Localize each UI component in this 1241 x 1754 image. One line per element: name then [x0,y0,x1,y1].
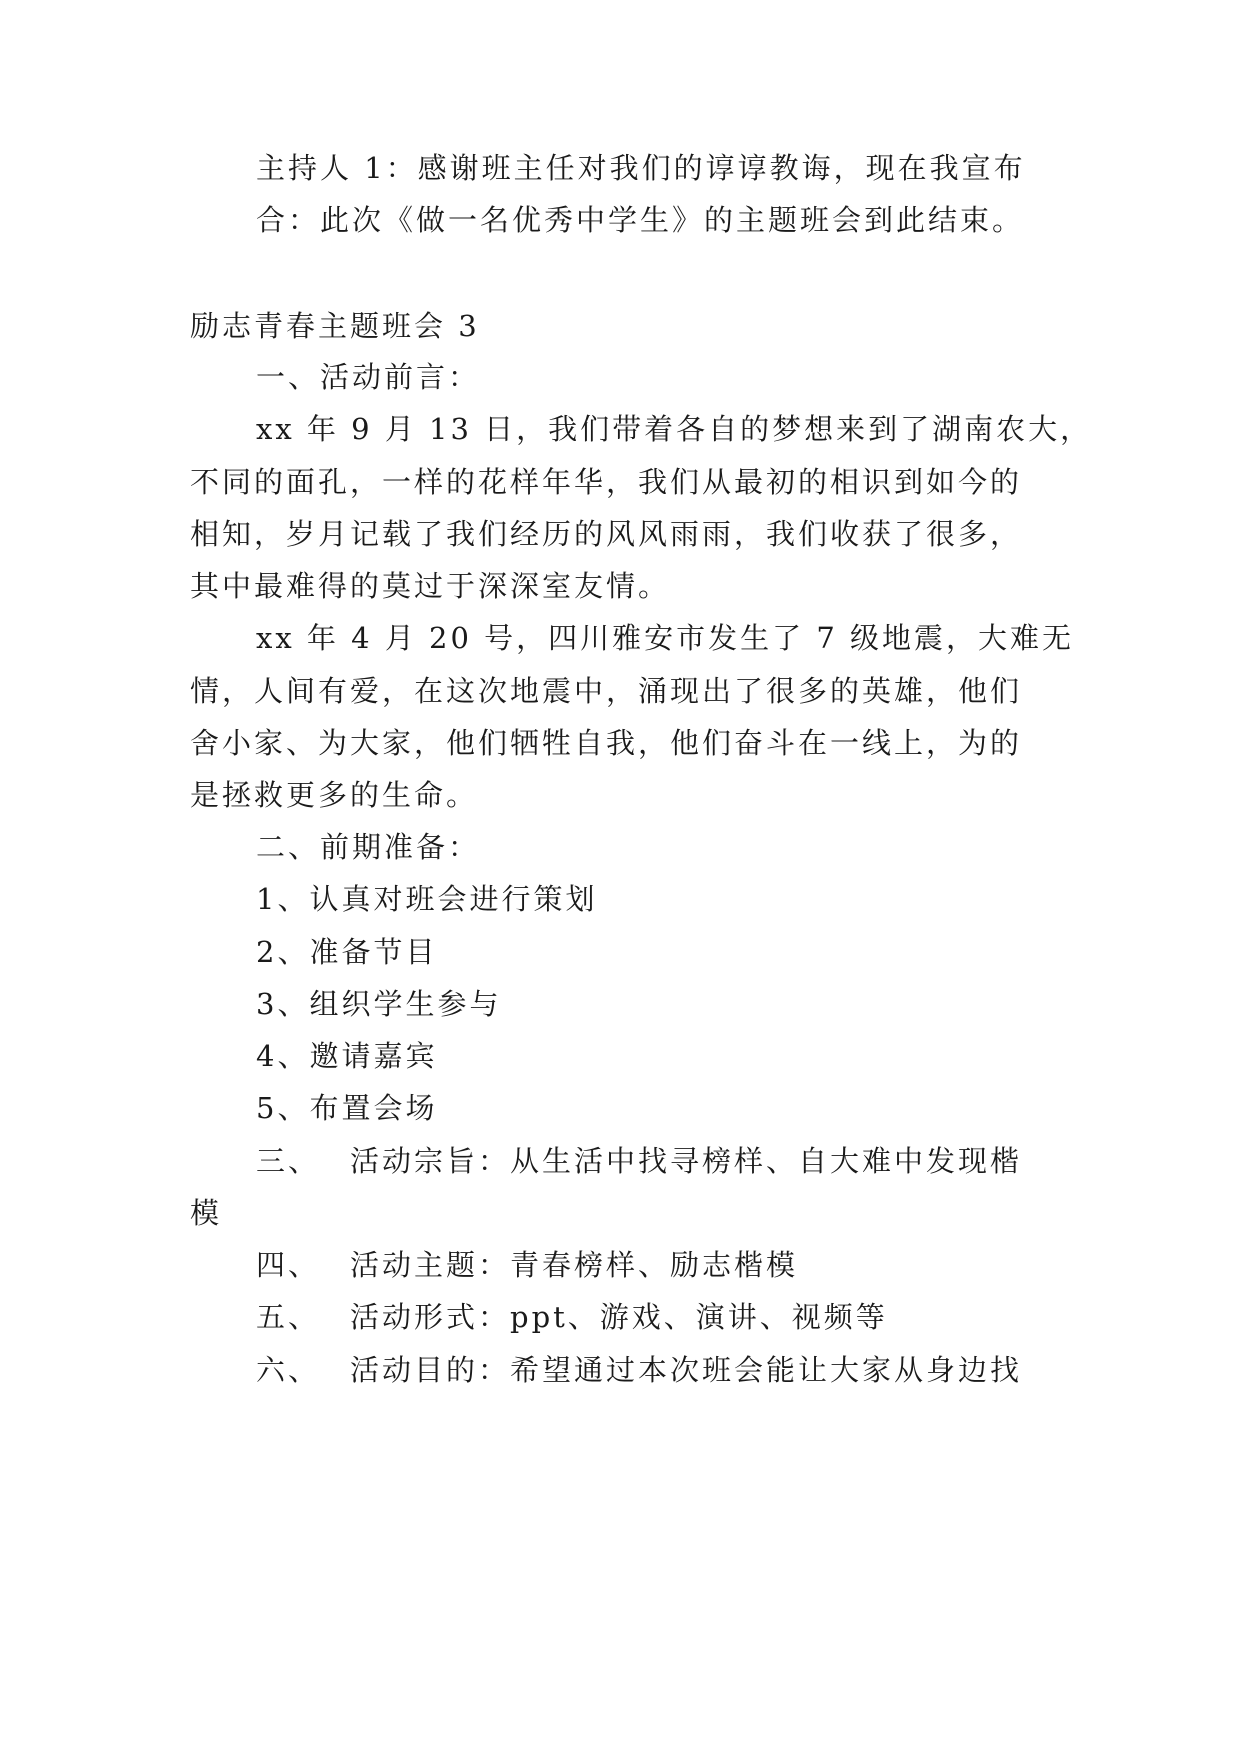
paragraph-line: 不同的面孔，一样的花样年华，我们从最初的相识到如今的 [190,465,1023,499]
section-title: 励志青春主题班会 3 [190,309,480,343]
paragraph-line: 情，人间有爱，在这次地震中，涌现出了很多的英雄，他们 [190,674,1023,708]
paragraph-line: xx 年 9 月 13 日，我们带着各自的梦想来到了湖南农大， [256,412,1093,446]
list-item: 2、准备节目 [256,935,438,969]
item-number: 三、 [256,1144,321,1178]
paragraph-line: xx 年 4 月 20 号，四川雅安市发生了 7 级地震，大难无 [256,621,1075,655]
item-continuation: 模 [190,1196,223,1230]
heading-preparation: 二、前期准备： [256,830,481,864]
closing-line-1: 主持人 1：感谢班主任对我们的谆谆教诲，现在我宣布 [256,151,1026,185]
list-item: 3、组织学生参与 [256,987,502,1021]
item-text: 活动宗旨：从生活中找寻榜样、自大难中发现楷 [350,1144,1023,1178]
list-item: 1、认真对班会进行策划 [256,882,598,916]
item-text: 活动形式：ppt、游戏、演讲、视频等 [350,1300,888,1334]
paragraph-line: 相知，岁月记载了我们经历的风风雨雨，我们收获了很多， [190,517,1023,551]
item-text: 活动目的：希望通过本次班会能让大家从身边找 [350,1353,1023,1387]
paragraph-line: 其中最难得的莫过于深深室友情。 [190,569,671,603]
item-number: 四、 [256,1248,321,1282]
closing-line-2: 合：此次《做一名优秀中学生》的主题班会到此结束。 [256,203,1025,237]
numbered-item [256,1297,888,1337]
item-number: 五、 [256,1300,321,1334]
list-item: 4、邀请嘉宾 [256,1039,438,1073]
paragraph-line: 是拯救更多的生命。 [190,778,479,812]
item-text: 活动主题：青春榜样、励志楷模 [350,1248,799,1282]
list-item: 5、布置会场 [256,1091,438,1125]
heading-foreword: 一、活动前言： [256,360,481,394]
numbered-item [256,1245,798,1285]
paragraph-line: 舍小家、为大家，他们牺牲自我，他们奋斗在一线上，为的 [190,726,1023,760]
item-number: 六、 [256,1353,321,1387]
numbered-item [256,1350,1022,1390]
numbered-item [256,1141,1022,1181]
